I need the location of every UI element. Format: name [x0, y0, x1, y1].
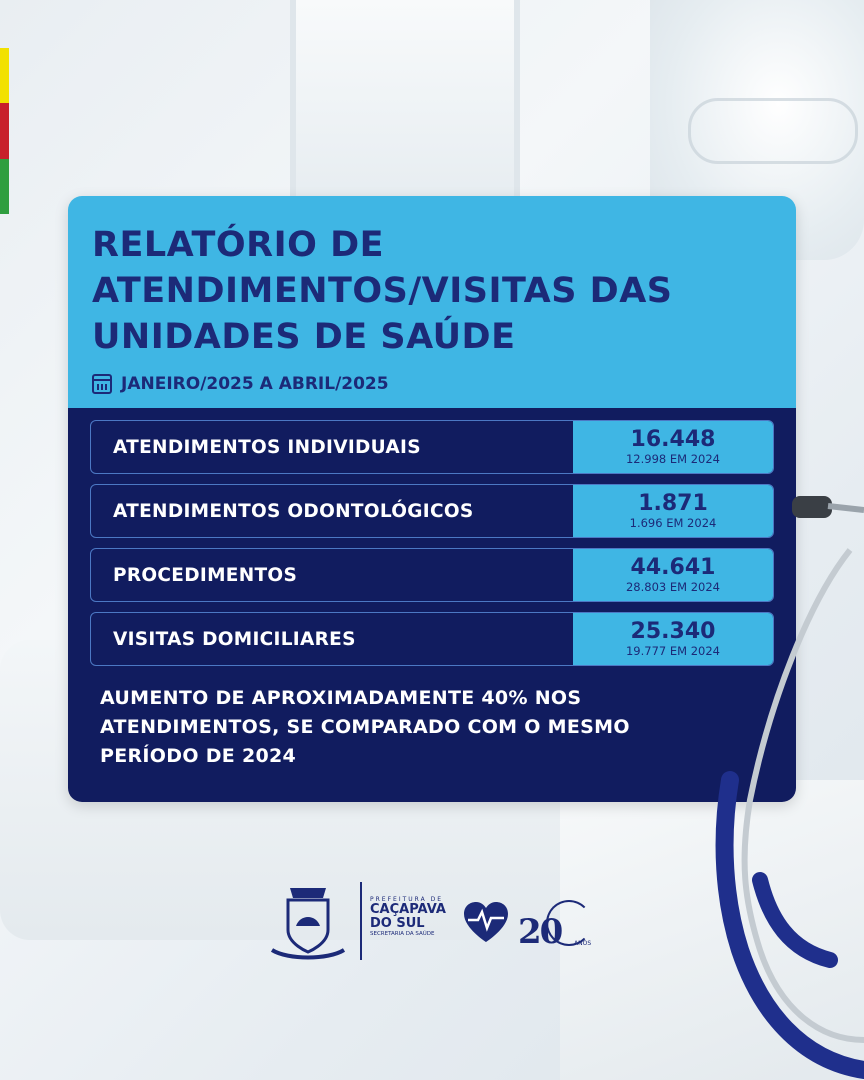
stat-value: 16.448	[630, 427, 716, 452]
background-goggles	[688, 98, 858, 164]
stat-previous: 1.696 EM 2024	[629, 516, 717, 530]
stat-label: VISITAS DOMICILIARES	[113, 628, 356, 650]
stat-label: ATENDIMENTOS INDIVIDUAIS	[113, 436, 421, 458]
report-header	[68, 196, 796, 408]
prefeitura-line3: SECRETARIA DA SAÚDE	[370, 931, 435, 937]
title-line: RELATÓRIO DE	[92, 225, 385, 265]
stat-previous: 19.777 EM 2024	[625, 644, 720, 658]
heart-pulse-icon	[462, 900, 510, 944]
stat-value-box	[573, 421, 773, 473]
background-window	[290, 0, 520, 200]
period-text: JANEIRO/2025 A ABRIL/2025	[121, 374, 389, 394]
report-card	[68, 196, 796, 802]
stat-value: 1.871	[638, 491, 708, 516]
report-period	[92, 374, 772, 394]
stat-label: PROCEDIMENTOS	[113, 564, 298, 586]
prefeitura-name: DO SUL	[370, 916, 425, 931]
flag-strip	[0, 48, 9, 214]
coat-of-arms-logo	[268, 878, 348, 966]
title-line: UNIDADES DE SAÚDE	[92, 317, 516, 357]
title-line: ATENDIMENTOS/VISITAS DAS	[92, 271, 673, 311]
stethoscope-icon	[700, 480, 864, 1080]
stat-row	[90, 420, 774, 474]
stat-label: ATENDIMENTOS ODONTOLÓGICOS	[113, 500, 474, 522]
report-body	[68, 408, 796, 802]
stat-value: 25.340	[630, 619, 716, 644]
stat-value: 44.641	[630, 555, 716, 580]
stat-previous: 12.998 EM 2024	[625, 452, 720, 466]
stat-previous: 28.803 EM 2024	[625, 580, 720, 594]
summary-line: AUMENTO DE APROXIMADAMENTE 40% NOS	[100, 687, 582, 709]
stat-row	[90, 612, 774, 666]
calendar-icon	[92, 374, 112, 394]
footer-logos	[268, 874, 608, 970]
prefeitura-logo	[370, 896, 446, 937]
summary-text	[90, 684, 774, 771]
footer-divider	[360, 882, 362, 960]
prefeitura-name: CAÇAPAVA	[370, 902, 446, 917]
anniversary-label: ANOS	[574, 940, 592, 947]
anniversary-number: 20	[518, 912, 562, 952]
summary-line: ATENDIMENTOS, SE COMPARADO COM O MESMO	[100, 716, 630, 738]
summary-line: PERÍODO DE 2024	[100, 745, 297, 767]
anniversary-logo	[518, 892, 598, 954]
stat-row	[90, 484, 774, 538]
stat-row	[90, 548, 774, 602]
report-title	[92, 222, 772, 360]
prefeitura-line1: PREFEITURA DE	[370, 896, 443, 903]
